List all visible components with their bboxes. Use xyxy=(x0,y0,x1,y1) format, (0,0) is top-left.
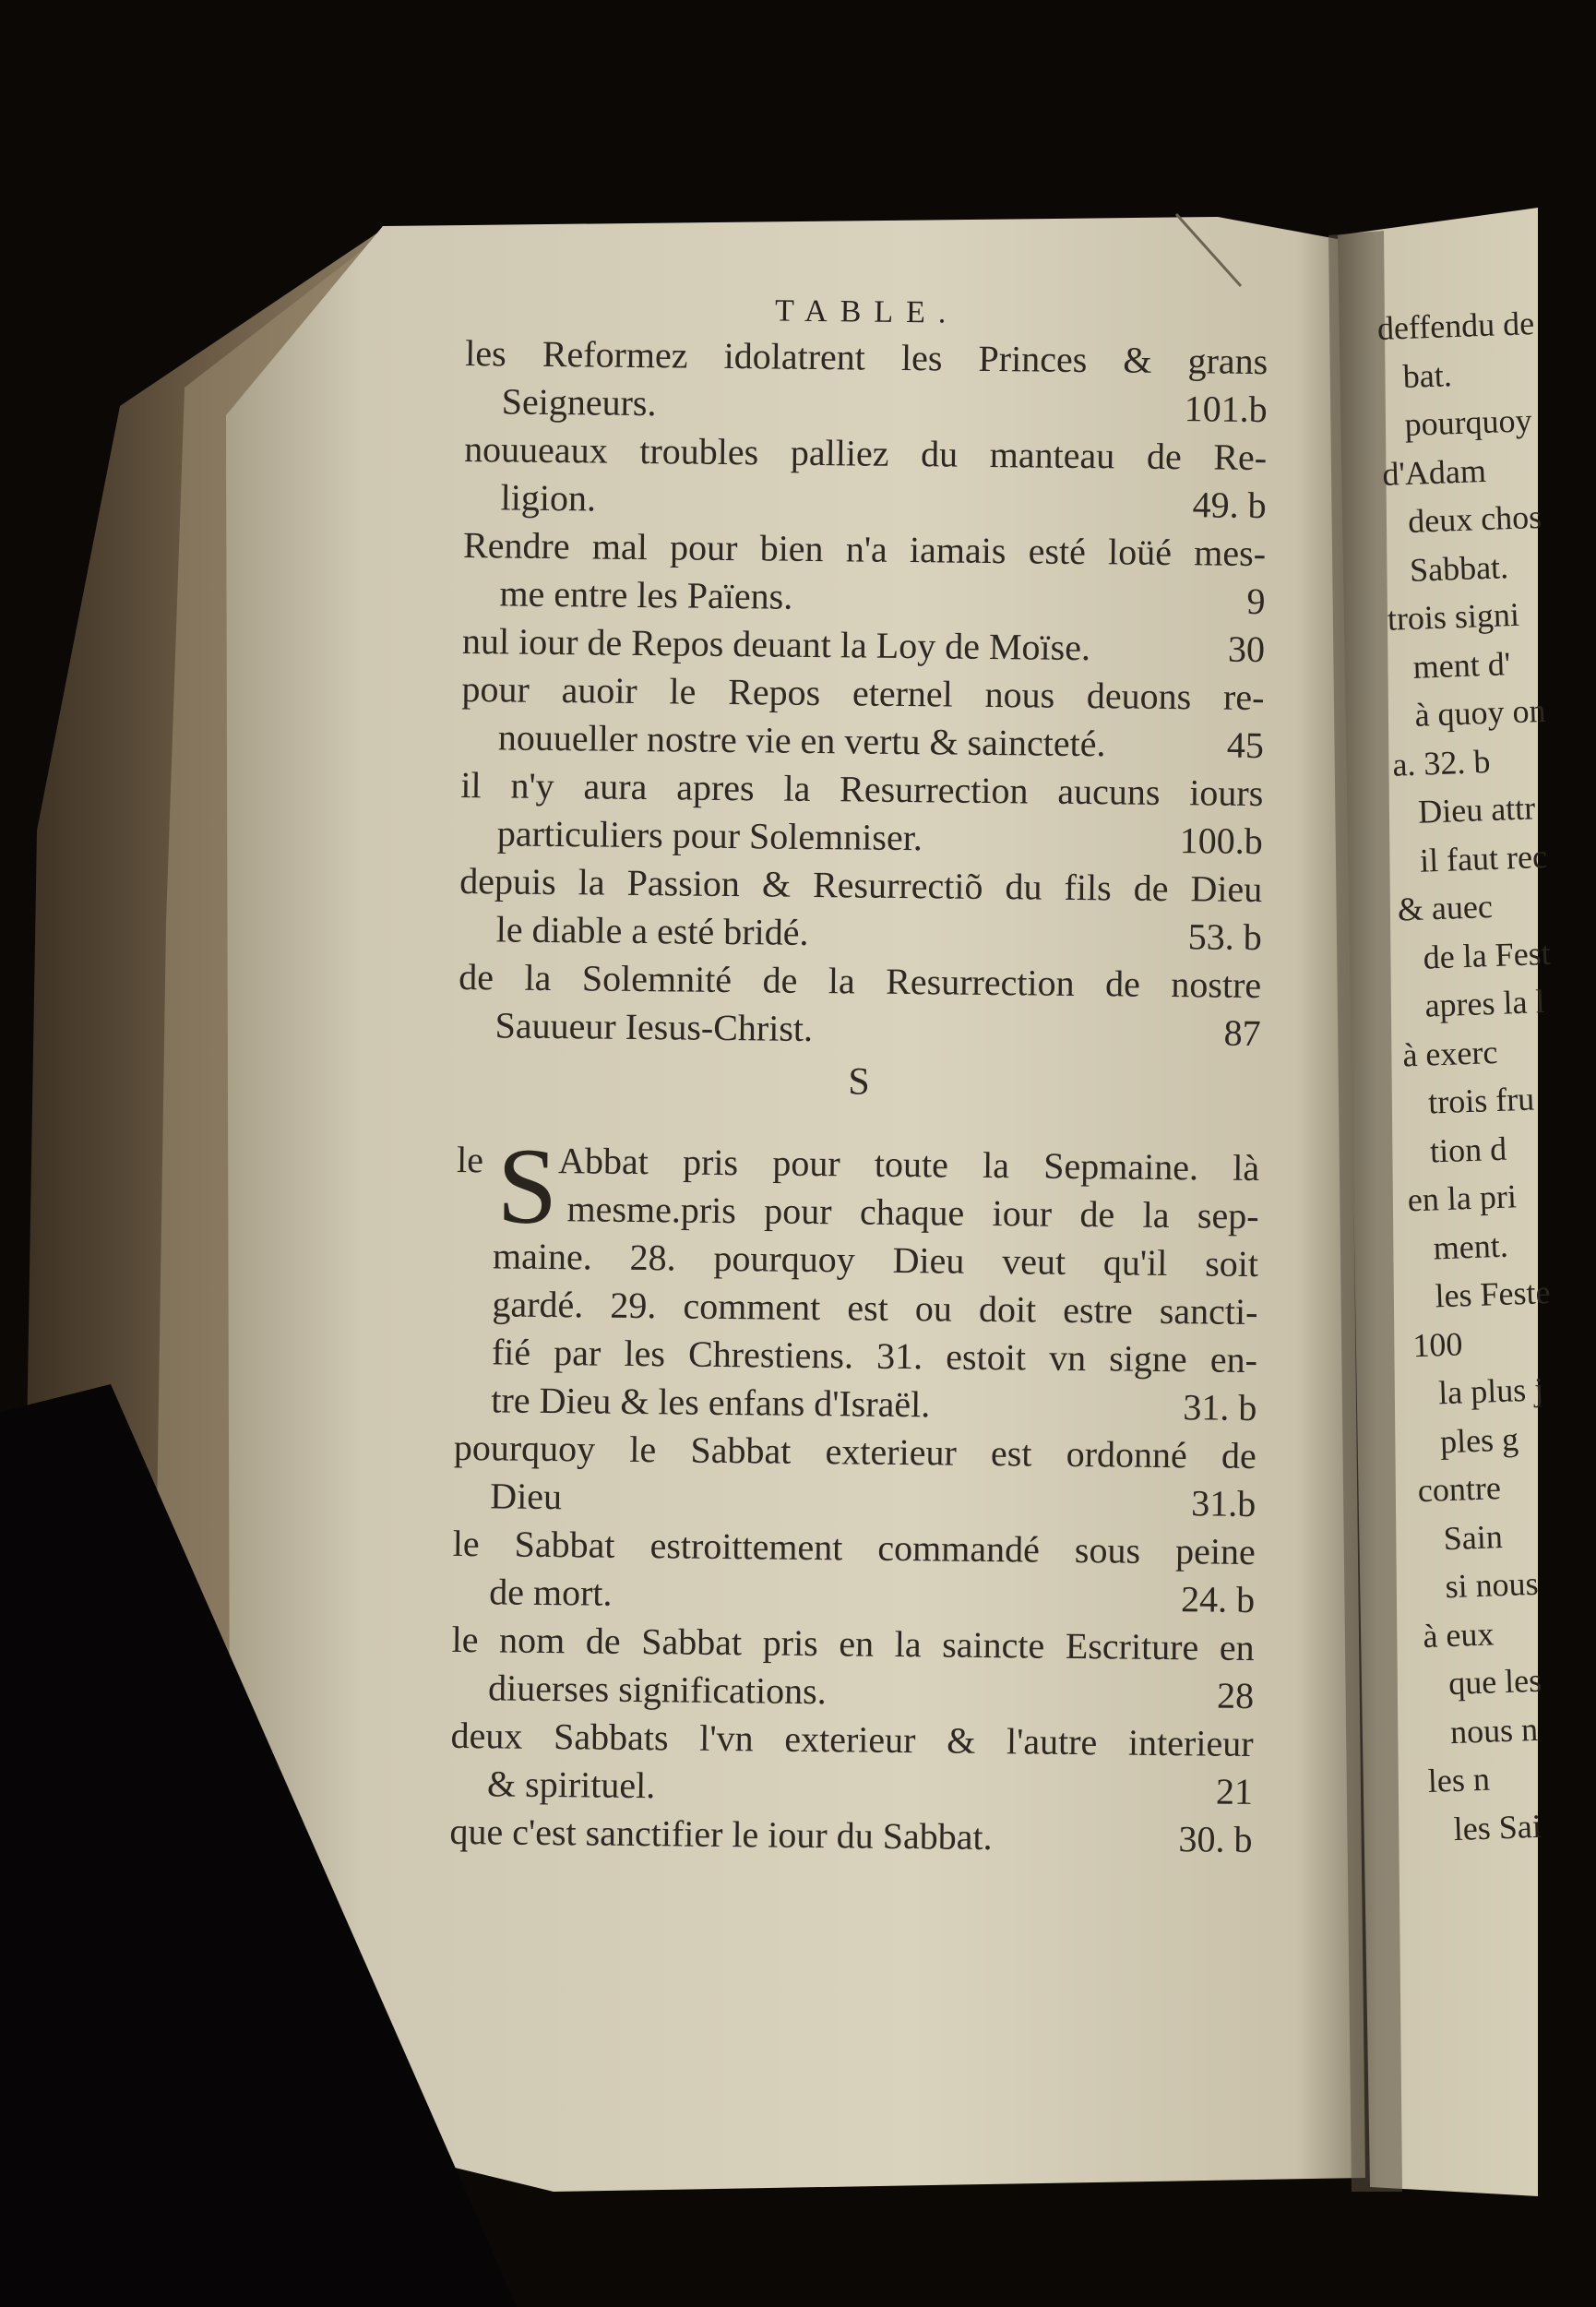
right-page-line: ment. xyxy=(1433,1226,1509,1266)
index-entry xyxy=(453,1424,1257,1528)
right-page-line: deux chos xyxy=(1407,497,1542,540)
entry-line: Abbat pris pour toute la Sepmaine. là xyxy=(557,1140,1260,1189)
index-entry xyxy=(449,1808,1252,1864)
page-ref: 45 xyxy=(1226,723,1265,767)
right-page-line: d'Adam xyxy=(1381,451,1487,493)
entry-line: particuliers pour Solemniser. xyxy=(496,812,923,859)
page-ref: 21 xyxy=(1215,1770,1254,1813)
right-page-line: apres la l xyxy=(1423,983,1546,1024)
running-head: TABLE. xyxy=(774,293,959,330)
entry-line: Sauueur Iesus-Christ. xyxy=(494,1004,814,1049)
entry-line: maine. 28. pourquoy Dieu veut qu'il soit xyxy=(492,1235,1259,1285)
entry-line: gardé. 29. comment est ou doit estre sancti- xyxy=(492,1283,1258,1333)
right-page-line: les n xyxy=(1427,1760,1491,1800)
page-ref: 31.b xyxy=(1191,1482,1257,1525)
entry-line: depuis la Passion & Resurrectiõ du fils de Dieu xyxy=(459,859,1263,911)
right-page-line: a. 32. b xyxy=(1391,742,1492,783)
entry-line: ligion. xyxy=(500,476,597,520)
entry-line: Dieu xyxy=(490,1475,563,1518)
right-page-line: tion d xyxy=(1429,1130,1507,1170)
right-page-line: à exerc xyxy=(1401,1033,1498,1073)
page-ref: 30. b xyxy=(1178,1818,1253,1861)
drop-cap: S xyxy=(496,1125,559,1248)
right-page-line: & auec xyxy=(1397,888,1494,928)
right-page-line: contre xyxy=(1417,1469,1502,1510)
entry-line: nul iour de Repos deuant la Loy de Moïse. xyxy=(461,619,1091,669)
entry-line: de mort. xyxy=(489,1571,613,1614)
page-ref: 30 xyxy=(1227,628,1266,671)
entry-line: fié par les Chrestiens. 31. estoit vn signe en- xyxy=(491,1331,1258,1381)
index-entry-sabbat xyxy=(454,1125,1260,1432)
right-page-line: à eux xyxy=(1422,1614,1495,1655)
left-page-text xyxy=(449,291,1268,1905)
entry-line: le nom de Sabbat pris en la saincte Escriture en xyxy=(451,1618,1255,1669)
entry-line: Rendre mal pour bien n'a iamais esté loüé mes- xyxy=(462,523,1267,575)
right-page-line: 100 xyxy=(1411,1324,1464,1364)
right-page-line: Dieu attr xyxy=(1417,789,1536,831)
page-ref: 101.b xyxy=(1184,388,1268,431)
index-entry xyxy=(450,1712,1254,1816)
right-page-line: Sain xyxy=(1442,1517,1504,1557)
right-page-line: que les xyxy=(1447,1661,1542,1703)
right-page-line: bat. xyxy=(1402,355,1453,395)
entry-line: nouueller nostre vie en vertu & saincteté. xyxy=(497,716,1106,765)
index-entry xyxy=(452,1520,1256,1624)
entry-line: tre Dieu & les enfans d'Israël. xyxy=(491,1379,931,1426)
entry-line: nouueaux troubles palliez du manteau de Re- xyxy=(463,427,1268,479)
right-page-line: ment d' xyxy=(1412,644,1511,686)
entry-line: de la Solemnité de la Resurrection de nostre xyxy=(458,955,1262,1007)
index-entry xyxy=(451,1616,1255,1720)
entry-line: mesme.pris pour chaque iour de la sep- xyxy=(566,1188,1259,1237)
entry-prefix: le xyxy=(456,1138,484,1181)
right-page-line: les Sai xyxy=(1452,1807,1542,1847)
entry-line: il n'y aura apres la Resurrection aucuns iours xyxy=(460,763,1264,815)
entry-line: diuerses significations. xyxy=(487,1667,827,1713)
right-page-line: de la Fest xyxy=(1423,934,1552,976)
right-page-line: Sabbat. xyxy=(1409,547,1509,589)
entry-line: pour auoir le Repos eternel nous deuons re- xyxy=(461,667,1265,719)
right-page-line: les Feste xyxy=(1434,1273,1552,1315)
entry-line: & spirituel. xyxy=(486,1763,656,1807)
right-page-line: deffendu de xyxy=(1376,305,1535,347)
entry-line: deux Sabbats l'vn exterieur & l'autre interieur xyxy=(450,1714,1254,1765)
index-entry xyxy=(464,329,1268,434)
right-page-line: nous n xyxy=(1449,1710,1539,1751)
index-entry xyxy=(463,425,1267,530)
right-page-line: trois fru xyxy=(1427,1080,1535,1121)
entry-line: le diable a esté bridé. xyxy=(495,908,809,953)
index-entry xyxy=(462,617,1265,674)
entry-line: le Sabbat estroittement commandé sous peine xyxy=(452,1522,1256,1573)
right-page-line: à quoy on xyxy=(1413,691,1547,734)
right-page-line: ples g xyxy=(1439,1419,1519,1460)
right-page-line: trois signi xyxy=(1387,595,1520,638)
page-ref: 87 xyxy=(1223,1011,1261,1055)
page-ref: 53. b xyxy=(1187,915,1262,959)
entry-line: me entre les Païens. xyxy=(499,572,793,617)
right-page-line: pourquoy xyxy=(1403,401,1533,444)
page-ref: 100.b xyxy=(1179,819,1264,863)
page-ref: 24. b xyxy=(1180,1578,1256,1621)
index-entry xyxy=(460,761,1264,866)
section-letter: S xyxy=(848,1060,870,1104)
right-page-line: si nous xyxy=(1444,1564,1540,1606)
index-entry xyxy=(458,953,1261,1058)
entry-line: Seigneurs. xyxy=(501,380,657,424)
index-entry xyxy=(462,521,1266,626)
entry-line: que c'est sanctifier le iour du Sabbat. xyxy=(449,1810,993,1859)
entry-line: pourquoy le Sabbat exterieur est ordonné de xyxy=(453,1426,1257,1477)
page-ref: 9 xyxy=(1246,580,1266,623)
index-entry xyxy=(461,665,1265,770)
right-page-line: la plus j xyxy=(1437,1370,1544,1412)
page-ref: 49. b xyxy=(1192,484,1267,527)
right-page-line: en la pri xyxy=(1407,1177,1518,1219)
page-ref: 28 xyxy=(1216,1674,1255,1717)
entry-line: les Reformez idolatrent les Princes & grans xyxy=(465,331,1268,383)
index-entry xyxy=(459,857,1262,962)
right-page-line: il faut rec xyxy=(1419,837,1548,879)
page-ref: 31. b xyxy=(1183,1386,1257,1429)
